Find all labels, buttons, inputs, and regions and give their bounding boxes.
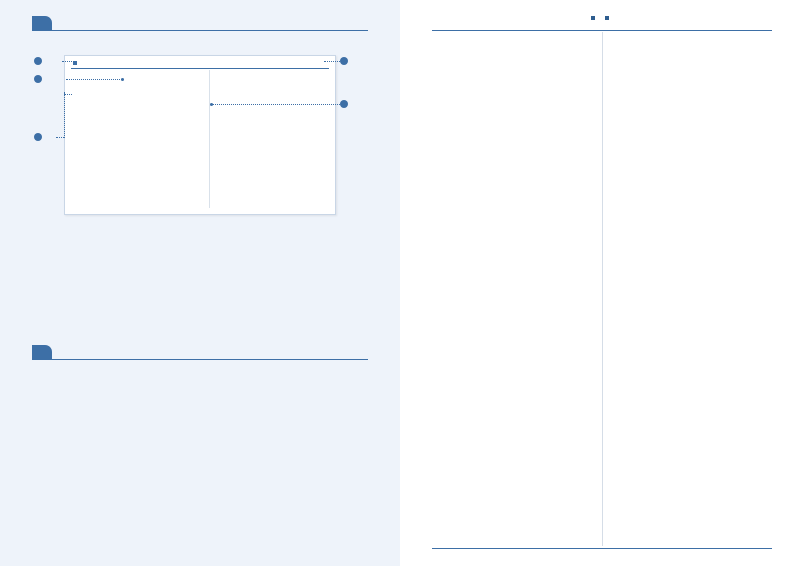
sample-top-rule — [71, 68, 329, 69]
callout-line — [64, 94, 72, 95]
sample-column-divider — [209, 70, 210, 208]
callout-line — [212, 104, 340, 105]
callout-line — [64, 92, 65, 138]
right-page — [400, 0, 800, 566]
callout-verse — [34, 133, 42, 141]
callout-line — [62, 61, 74, 62]
callout-subtitle — [34, 75, 42, 83]
callout-chapter — [340, 100, 348, 108]
practice-column-divider — [602, 32, 603, 546]
usage-section-rule — [32, 30, 368, 31]
check-section-rule — [32, 359, 368, 360]
usage-section-title — [32, 16, 52, 30]
callout-line — [56, 137, 64, 138]
practice-top-rule — [432, 30, 772, 31]
callout-dot — [210, 103, 213, 106]
practice-bottom-rule — [432, 548, 772, 549]
callout-line — [324, 61, 340, 62]
check-section-title — [32, 345, 52, 359]
practice-title — [400, 14, 800, 22]
callout-date — [340, 57, 348, 65]
callout-dot — [121, 78, 124, 81]
callout-bible-book — [34, 57, 42, 65]
callout-line — [66, 79, 122, 80]
